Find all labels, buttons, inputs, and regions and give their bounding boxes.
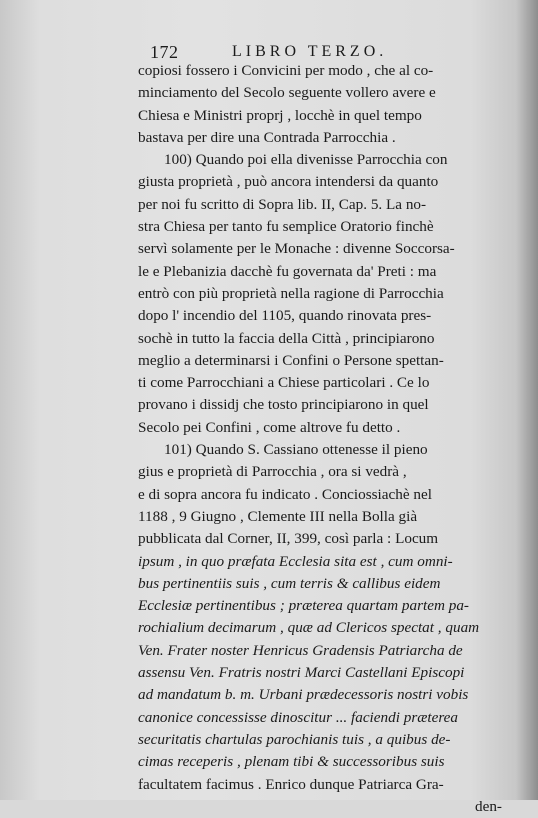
text-line: dopo l' incendio del 1105, quando rinovata pres- <box>138 307 432 325</box>
latin-quote-line: Ecclesiæ pertinentibus ; præterea quartam partem pa- <box>138 597 469 615</box>
latin-quote-line: bus pertinentiis suis , cum terris & callibus eidem <box>138 574 441 592</box>
text-line: e di sopra ancora fu indicato . Conciossiachè nel <box>138 485 432 503</box>
latin-quote-line: ad mandatum b. m. Urbani prædecessoris nostri vobis <box>138 686 469 704</box>
text-line: stra Chiesa per tanto fu semplice Oratorio finchè <box>138 218 434 236</box>
text-line: per noi fu scritto di Sopra lib. II, Cap. 5. La no- <box>138 195 427 213</box>
latin-quote-line: assensu Ven. Fratris nostri Marci Castellani Episcopi <box>138 664 465 682</box>
paragraph-start-line: 100) Quando poi ella divenisse Parrocchia con <box>164 151 448 169</box>
text-line: minciamento del Secolo seguente vollero avere e <box>138 84 436 102</box>
text-line: pubblicata dal Corner, II, 399, così parla : Locum <box>138 530 439 548</box>
text-line: 1188 , 9 Giugno , Clemente III nella Bolla già <box>138 507 418 525</box>
latin-quote-line: Ven. Frater noster Henricus Gradensis Patriarcha de <box>138 641 463 659</box>
text-line: provano i dissidj che tosto principiarono in quel <box>138 396 429 414</box>
text-line: bastava per dire una Contrada Parrocchia . <box>138 128 396 146</box>
catchword: den- <box>475 797 502 815</box>
text-line: sochè in tutto la faccia della Città , principiarono <box>138 329 435 347</box>
text-line: servì solamente per le Monache : divenne Soccorsa- <box>138 240 455 258</box>
text-line: giusta proprietà , può ancora intendersi da quanto <box>138 173 439 191</box>
text-line: le e Plebanizia dacchè fu governata da' Preti : ma <box>138 262 437 280</box>
text-line: entrò con più proprietà nella ragione di Parrocchia <box>138 284 444 302</box>
page-edge-shadow <box>516 0 538 800</box>
latin-quote-line: rochialium decimarum , quæ ad Clericos spectat , quam <box>138 619 480 637</box>
body-text <box>138 60 516 818</box>
text-line: meglio a determinarsi i Confini o Persone spettan- <box>138 351 444 369</box>
running-head: LIBRO TERZO. <box>232 43 388 60</box>
page-number: 172 <box>150 42 179 62</box>
latin-quote-line: canonice concessisse dinoscitur ... faciendi præterea <box>138 708 458 726</box>
text-line: ti come Parrocchiani a Chiese particolari . Ce lo <box>138 374 430 392</box>
text-line: Secolo pei Confini , come altrove fu detto . <box>138 418 401 436</box>
paragraph-start-line: 101) Quando S. Cassiano ottenesse il pieno <box>164 441 428 459</box>
latin-quote-line: cimas receperis , plenam tibi & successoribus suis <box>138 753 445 771</box>
latin-quote-line: ipsum , in quo præfata Ecclesia sita est , cum omni- <box>138 552 453 570</box>
latin-quote-line: securitatis chartulas parochianis tuis , a quibus de- <box>138 730 451 748</box>
text-line: copiosi fossero i Convicini per modo , che al co- <box>138 62 434 79</box>
text-line: gius e proprietà di Parrocchia , ora si vedrà , <box>138 463 407 481</box>
text-line: Chiesa e Ministri proprj , locchè in quel tempo <box>138 106 422 124</box>
text-line: facultatem facimus . Enrico dunque Patriarca Gra- <box>138 775 444 793</box>
